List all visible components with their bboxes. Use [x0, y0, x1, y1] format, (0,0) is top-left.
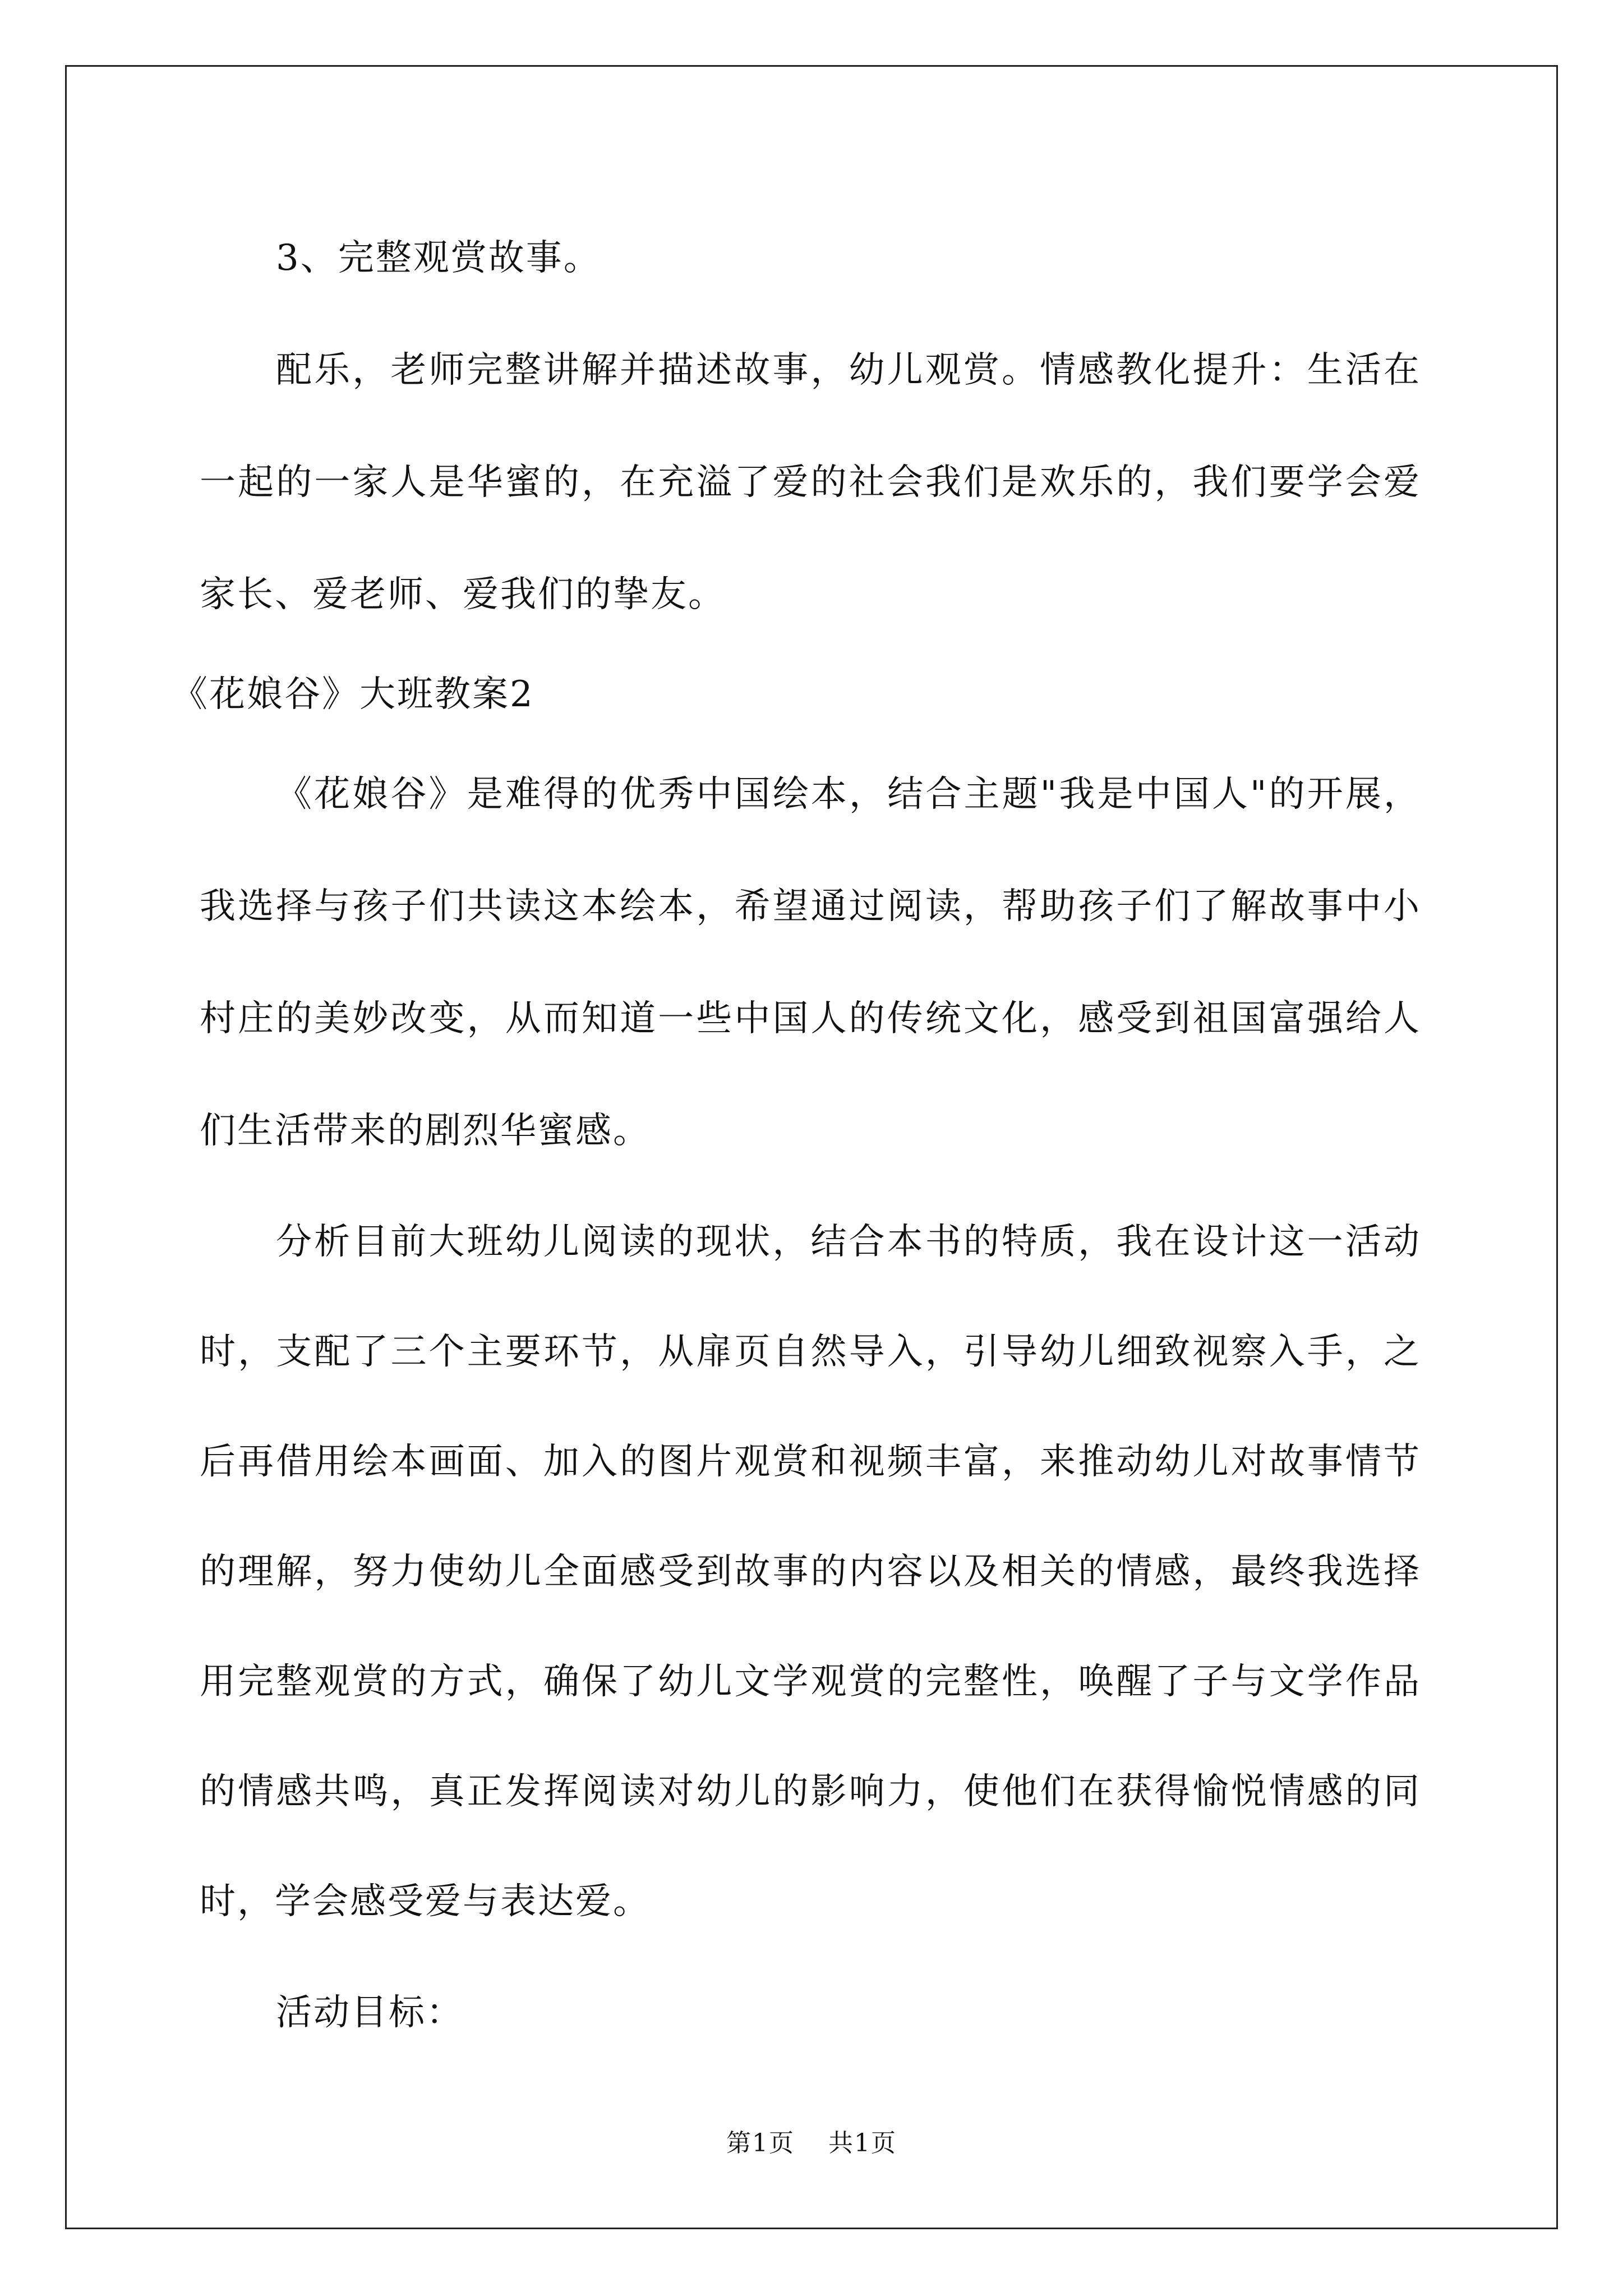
document-body	[172, 202, 1421, 2069]
paragraph-music-story: 配乐，老师完整讲解并描述故事，幼儿观赏。情感教化提升：生活在一起的一家人是华蜜的，在充溢了爱的社会我们是欢乐的，我们要学会爱家长、爱老师、爱我们的挚友。	[200, 349, 1421, 615]
paragraph-analysis: 分析目前大班幼儿阅读的现状，结合本书的特质，我在设计这一活动时，支配了三个主要环节，从扉页自然导入，引导幼儿细致视察入手，之后再借用绘本画面、加入的图片观赏和视频丰富，来推动幼儿对故事情节的理解，努力使幼儿全面感受到故事的内容以及相关的情感，最终我选择用完整观赏的方式，确保了幼儿文学观赏的完整性，唤醒了子与文学作品的情感共鸣，真正发挥阅读对幼儿的影响力，使他们在获得愉悦情感的同时，学会感受爱与表达爱。	[200, 1221, 1421, 1922]
page-footer	[0, 2123, 1623, 2159]
paragraph-objectives-label: 活动目标：	[276, 1992, 464, 2033]
page-number: 第1页	[726, 2129, 795, 2157]
section-heading: 《花娘谷》大班教案2	[172, 674, 534, 715]
paragraph-intro: 《花娘谷》是难得的优秀中国绘本，结合主题"我是中国人"的开展，我选择与孩子们共读这本绘本，希望通过阅读，帮助孩子们了解故事中小村庄的美妙改变，从而知道一些中国人的传统文化，感受到祖国富强给人们生活带来的剧烈华蜜感。	[200, 774, 1421, 1152]
paragraph-step-3: 3、完整观赏故事。	[276, 237, 601, 279]
page-total: 共1页	[828, 2129, 897, 2157]
